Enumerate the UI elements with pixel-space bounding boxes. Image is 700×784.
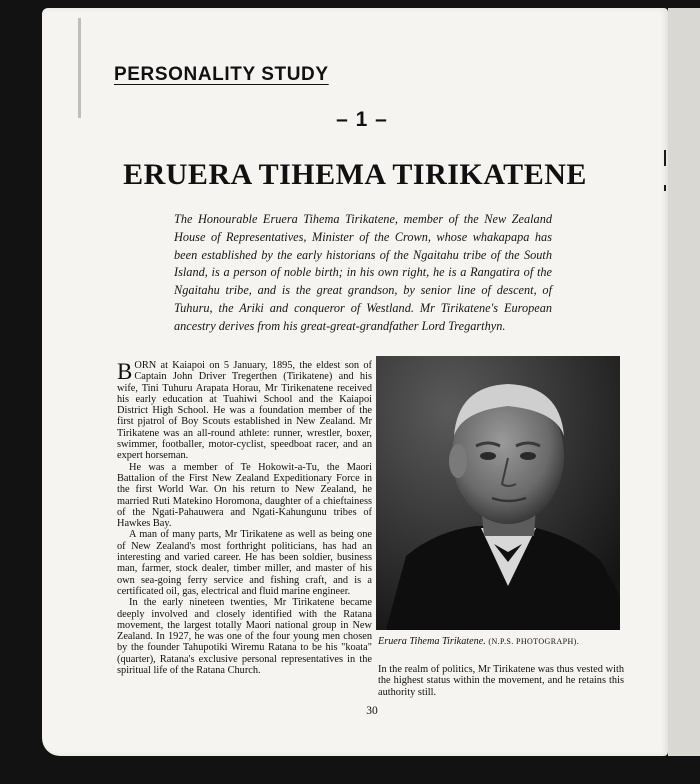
section-title: PERSONALITY STUDY	[114, 64, 329, 85]
subject-name: ERUERA TIHEMA TIRIKATENE	[123, 158, 587, 191]
paragraph-2: He was a member of Te Hokowit-a-Tu, the Maori Battalion of the First New Zealand Expeditionary Force in the first World War. On his return to New Zealand, he married Ruti Matekino Horomona, daughter of a chieftainess of the Ngati-Pahauwera and Ngati-Kahungunu tribes of Hawkes Bay.	[117, 461, 372, 530]
photo-credit: (N.P.S. PHOTOGRAPH).	[488, 637, 580, 646]
caption-name: Eruera Tihema Tirikatene.	[378, 636, 486, 647]
margin-mark	[664, 150, 666, 166]
facing-page-edge	[668, 8, 700, 756]
paragraph-1: BORN at Kaiapoi on 5 January, 1895, the eldest son of Captain John Driver Tregerthen (Tirikatene) and his wife, Tini Tuhuru Arapata Horau, Mr Tirikenatene received his early education at Tuahiwi School and the Kaiapoi District High School. He was a foundation member of the first pjatrol of Boy Scouts established in New Zealand. Mr Tirikatene was an all-round athlete: runner, wrestler, boxer, swimmer, footballer, motor-cyclist, speedboat racer, and an expert horseman.	[117, 359, 372, 462]
right-column-paragraph: In the realm of politics, Mr Tirikatene was thus vested with the highest status within the movement, and he retains this authority still.	[378, 664, 624, 698]
body-column	[117, 360, 372, 676]
page-number: 30	[366, 705, 378, 717]
photo-caption	[378, 636, 624, 647]
drop-cap: B	[117, 359, 133, 384]
study-number: – 1 –	[336, 108, 388, 131]
portrait-photo	[376, 356, 620, 630]
gutter-shadow	[78, 18, 81, 118]
portrait-illustration	[376, 356, 620, 630]
magazine-page	[42, 8, 668, 756]
paragraph-4: In the early nineteen twenties, Mr Tirikatene became deeply involved and closely identified with the Ratana movement, the largest totally Maori national group in New Zealand. In 1927, he was one of the four young men chosen by the founder Tahupotiki Wiremu Ratana to be his "koata" (quarter), Ratana's exclusive personal representatives in the spiritual life of the Ratana Church.	[117, 597, 372, 677]
margin-mark	[664, 185, 666, 191]
paragraph-3: A man of many parts, Mr Tirikatene as well as being one of New Zealand's most forthright politicians, has had an interesting and varied career. He has been soldier, business man, farmer, stock dealer, timber miller, and master of his own sea-going ferry service and fishing craft, and is a certificated oil, gas, electrical and fluid marine engineer.	[117, 529, 372, 597]
intro-paragraph: The Honourable Eruera Tihema Tirikatene, member of the New Zealand House of Representatives, Minister of the Crown, whose whakapapa has been established by the early historians of the Ngaitahu tribe of the South Island, is a person of noble birth; in his own right, he is a Rangatira of the Ngaitahu tribe, and is the great grandson, by senior line of descent, of Tuhuru, the Ariki and conqueror of Westland. Mr Tirikatene's European ancestry derives from his great-great-grandfather Lord Tregarthyn.	[174, 212, 552, 333]
